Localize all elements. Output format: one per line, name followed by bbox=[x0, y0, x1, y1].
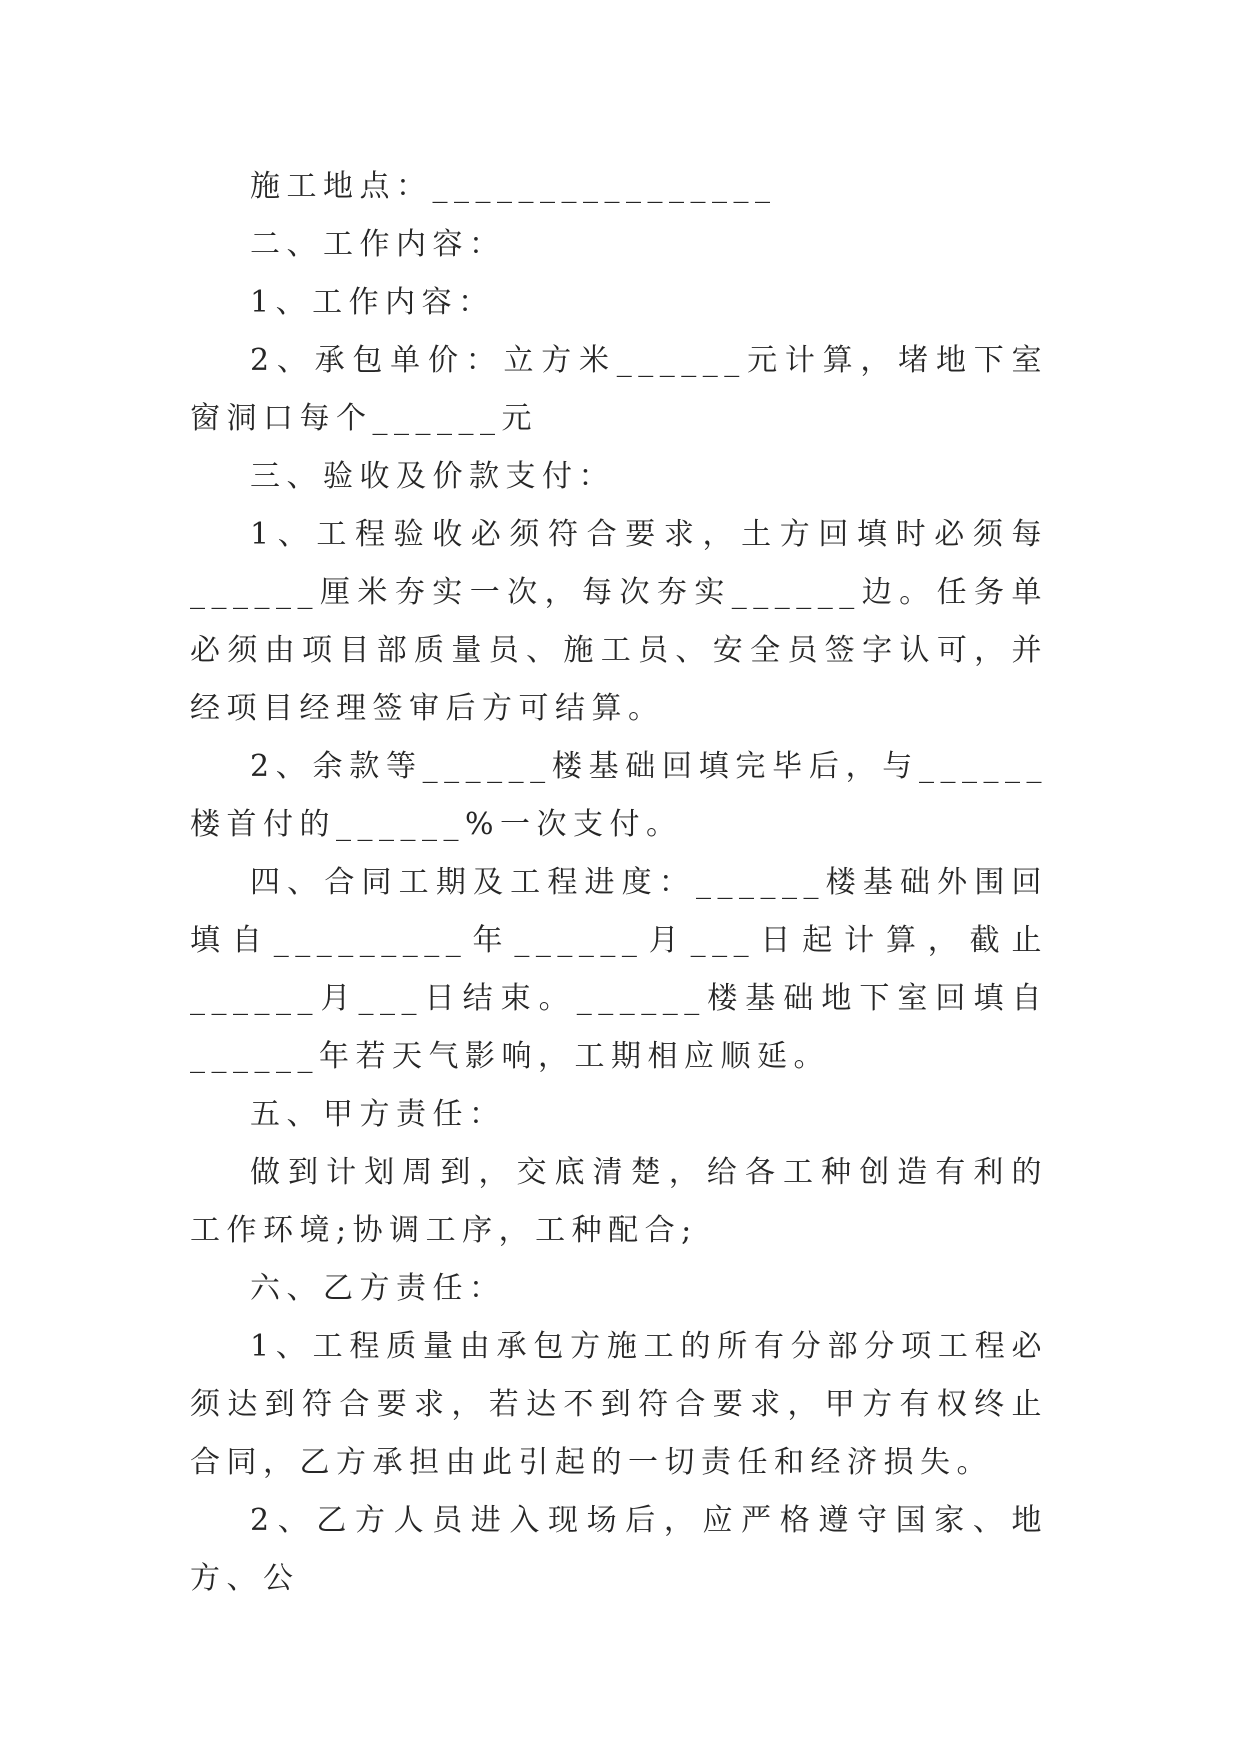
unit-price-item: 2、承包单价：立方米______元计算，堵地下室窗洞口每个______元 bbox=[190, 343, 1048, 436]
section-3-heading: 三、验收及价款支付： bbox=[250, 459, 615, 494]
construction-site-line: 施工地点：________________ bbox=[250, 169, 777, 204]
payment-item-2: 2、余款等______楼基础回填完毕后，与______楼首付的______%一次支付。 bbox=[190, 749, 1048, 842]
section-4-schedule: 四、合同工期及工程进度：______楼基础外围回填自_________年______月___日起计算，截止______月___日结束。______楼基础地下室回填自______年若天气影响，工期相应顺延。 bbox=[190, 865, 1048, 1074]
acceptance-item-1: 1、工程验收必须符合要求，土方回填时必须每______厘米夯实一次，每次夯实______边。任务单必须由项目部质量员、施工员、安全员签字认可，并经项目经理签审后方可结算。 bbox=[190, 517, 1048, 726]
party-b-duty-1: 1、工程质量由承包方施工的所有分部分项工程必须达到符合要求，若达不到符合要求，甲方有权终止合同，乙方承担由此引起的一切责任和经济损失。 bbox=[190, 1329, 1048, 1480]
party-a-duty: 做到计划周到，交底清楚，给各工种创造有利的工作环境;协调工序，工种配合; bbox=[190, 1155, 1048, 1248]
section-6-heading: 六、乙方责任： bbox=[250, 1271, 506, 1306]
section-5-heading: 五、甲方责任： bbox=[250, 1097, 506, 1132]
party-b-duty-2: 2、乙方人员进入现场后，应严格遵守国家、地方、公 bbox=[190, 1503, 1048, 1596]
section-2-heading: 二、工作内容： bbox=[250, 227, 506, 262]
document-page bbox=[190, 158, 1048, 1608]
work-content-item: 1、工作内容： bbox=[250, 285, 495, 320]
